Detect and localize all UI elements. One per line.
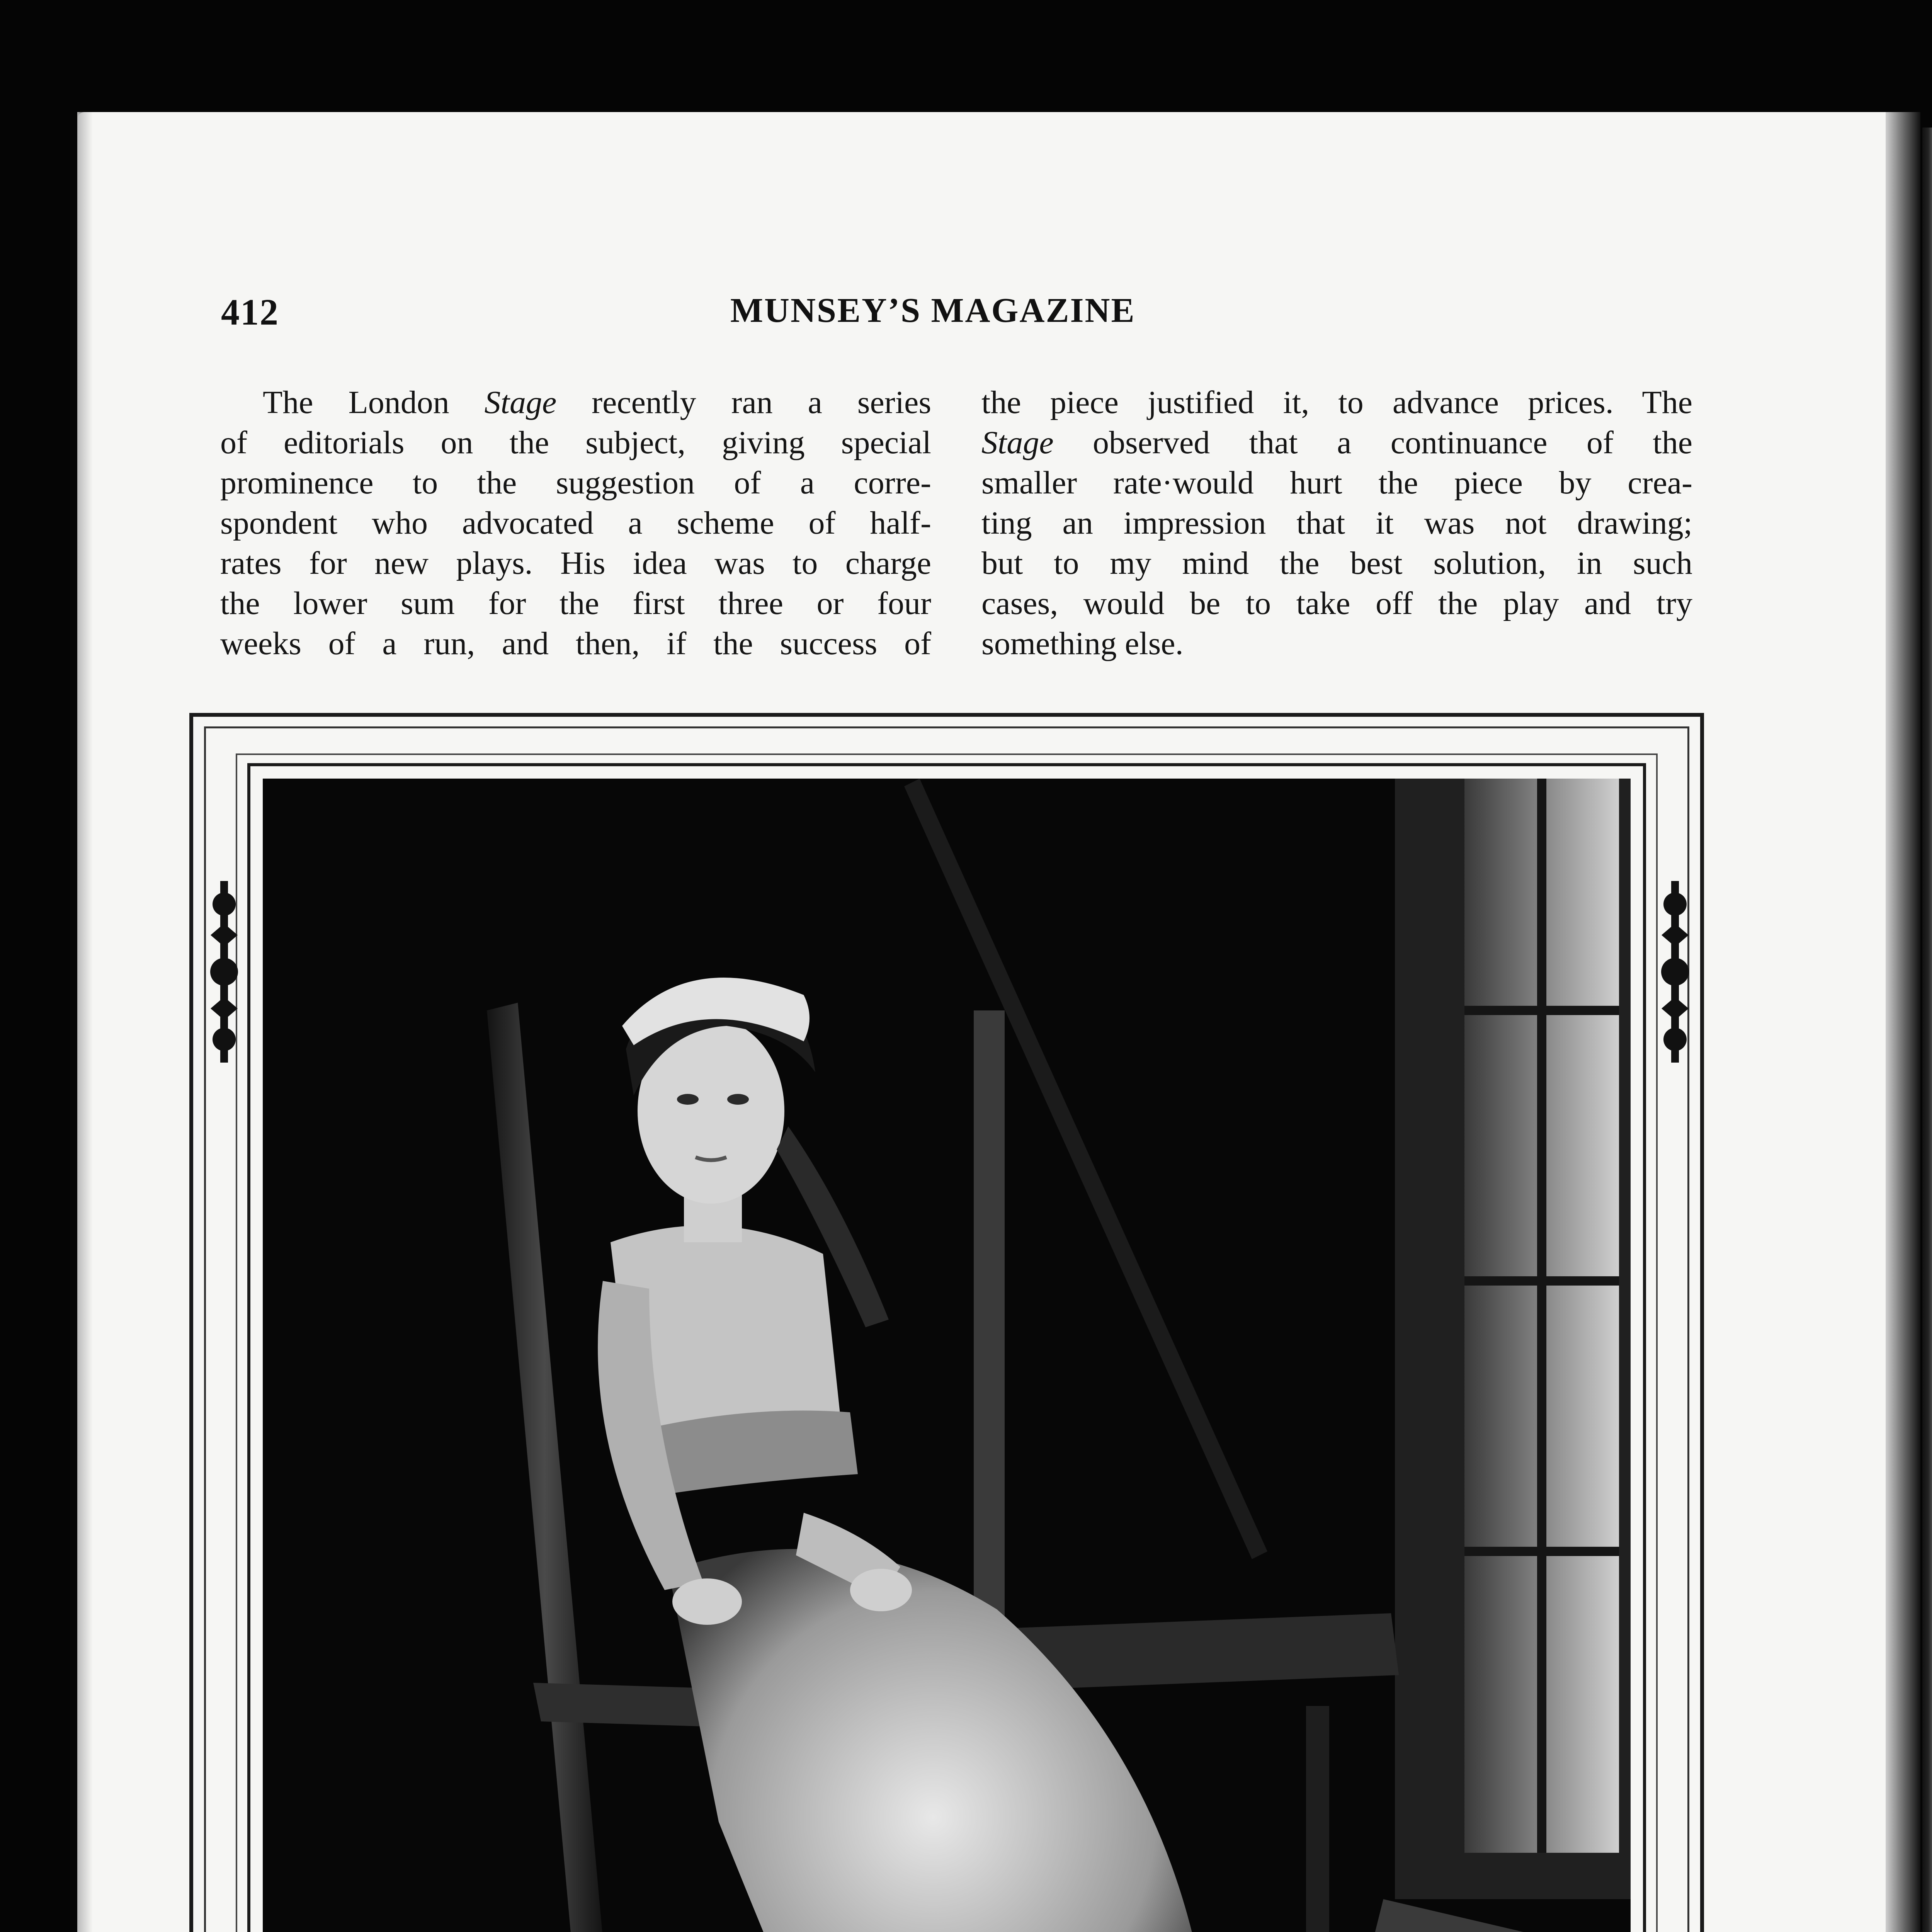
text-line: Stage observed that a continuance of the xyxy=(981,425,1692,461)
text-line: ting an impression that it was not drawing; xyxy=(981,505,1692,541)
page-number: 412 xyxy=(221,291,279,333)
text-line: cases, would be to take off the play and try xyxy=(981,585,1692,621)
text-line: of editorials on the subject, giving special xyxy=(220,425,931,461)
ornament-right-upper xyxy=(1660,881,1690,1063)
text-line: the lower sum for the first three or four xyxy=(220,585,931,621)
page-gutter xyxy=(1886,112,1920,1932)
facing-page-edge xyxy=(1922,128,1932,1932)
text-line: something else. xyxy=(981,626,1184,662)
portrait-photograph xyxy=(263,779,1631,1932)
text-column-right xyxy=(981,383,1692,664)
portrait-illustration xyxy=(263,779,1631,1932)
text-line: rates for new plays. His idea was to charge xyxy=(220,545,931,581)
running-title: MUNSEY’S MAGAZINE xyxy=(730,291,1136,330)
ornament-left-upper xyxy=(209,881,240,1063)
text-line: but to my mind the best solution, in such xyxy=(981,545,1692,581)
text-line: The London Stage recently ran a series xyxy=(263,384,932,420)
page-edge-shadow xyxy=(77,112,93,1932)
text-line: spondent who advocated a scheme of half- xyxy=(220,505,931,541)
text-line: the piece justified it, to advance prices. The xyxy=(981,384,1692,420)
text-line: prominence to the suggestion of a corre- xyxy=(220,465,931,501)
text-line: weeks of a run, and then, if the success of xyxy=(220,626,931,662)
text-column-left xyxy=(220,383,931,664)
text-line: smaller rate·would hurt the piece by crea- xyxy=(981,465,1692,501)
